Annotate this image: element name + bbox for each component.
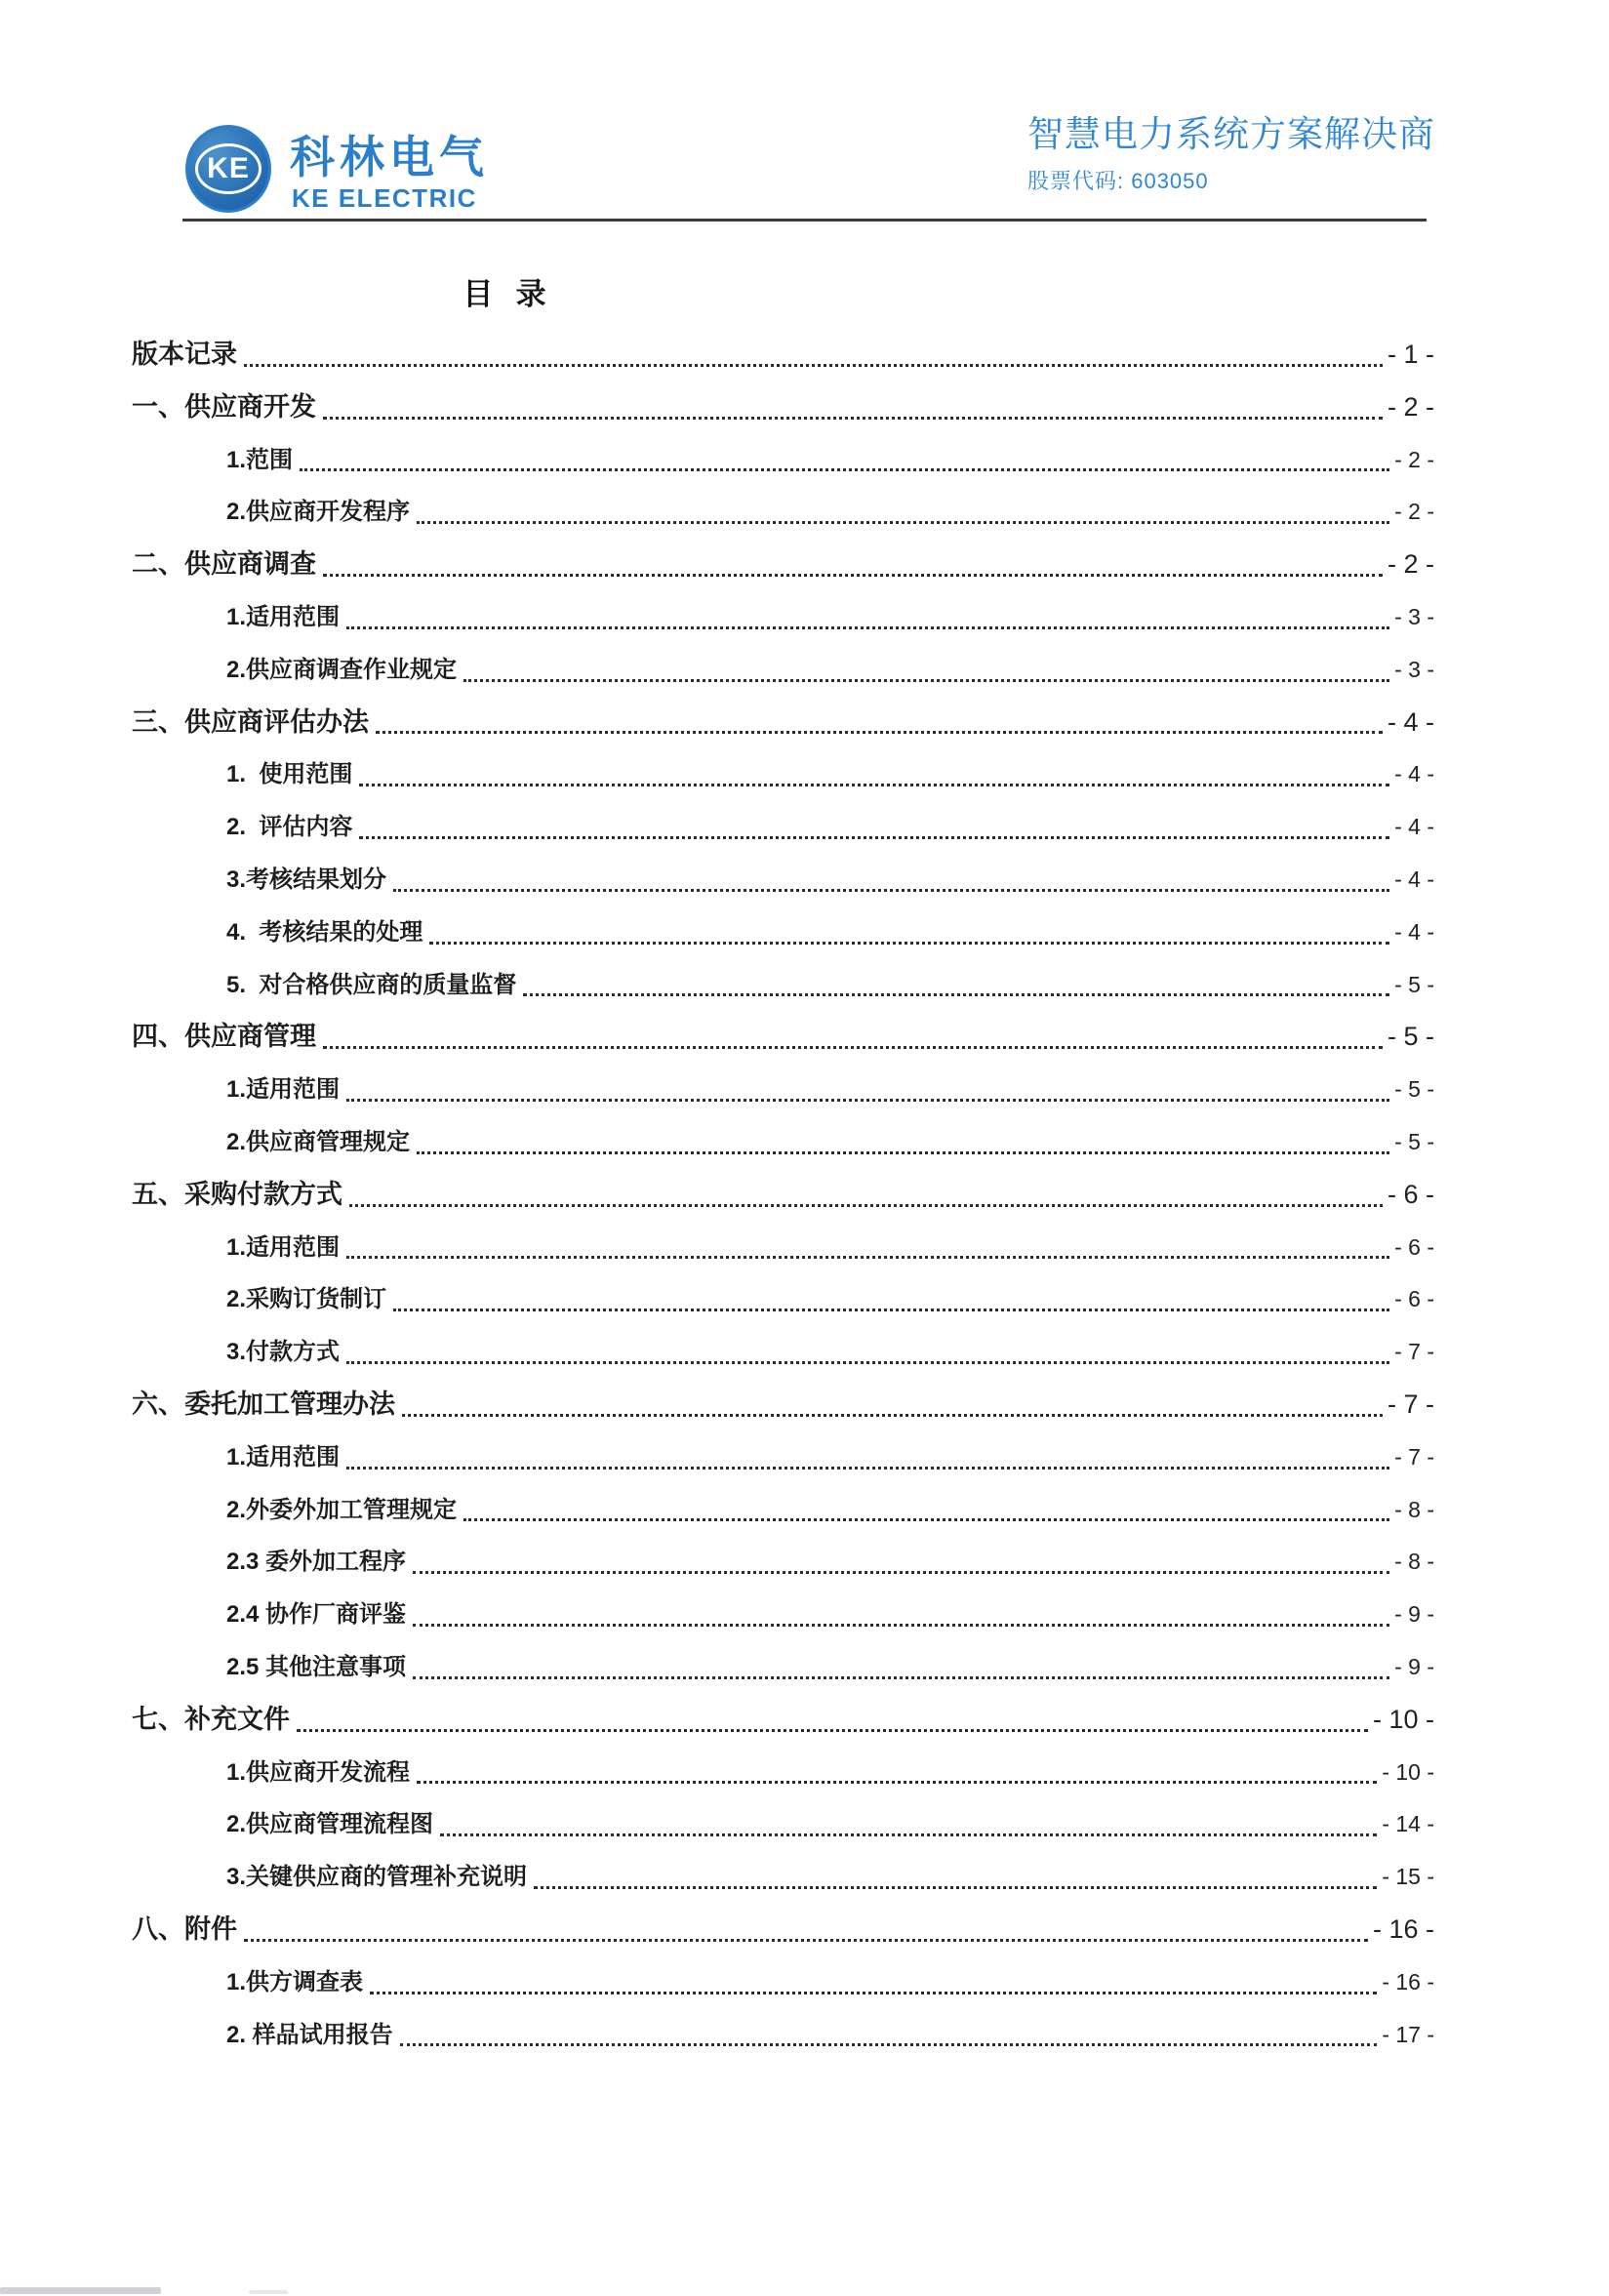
toc-entry-label: 2.5 其他注意事项 (226, 1653, 407, 1680)
toc-entry-label: 2.外委外加工管理规定 (226, 1496, 458, 1523)
toc-page-number: - 7 - (1394, 1443, 1434, 1470)
toc-leader-dots (346, 1099, 1389, 1102)
toc-entry-label: 二、供应商调查 (132, 549, 316, 580)
toc-entry[interactable] (132, 382, 1434, 434)
toc-entry[interactable] (132, 1798, 1434, 1851)
toc-entry-label: 4. 考核结果的处理 (226, 918, 423, 946)
toc-entry-label: 2.供应商开发程序 (226, 499, 411, 526)
scan-artifact (249, 2290, 288, 2294)
toc-page-number: - 6 - (1387, 1179, 1434, 1209)
toc-entry[interactable] (132, 1694, 1434, 1747)
toc-page-number: - 15 - (1382, 1864, 1434, 1890)
toc-leader-dots (463, 679, 1389, 682)
toc-entry[interactable] (132, 854, 1434, 906)
toc-leader-dots (359, 784, 1389, 786)
toc-entry-label: 1. 使用范围 (226, 761, 353, 788)
toc-leader-dots (323, 1046, 1383, 1049)
toc-page-number: - 10 - (1382, 1758, 1434, 1785)
toc-page-number: - 3 - (1394, 603, 1434, 629)
toc-leader-dots (400, 2043, 1378, 2046)
toc-entry-label: 2. 评估内容 (226, 814, 353, 841)
toc-page-number: - 7 - (1394, 1339, 1434, 1365)
toc-leader-dots (463, 1518, 1389, 1521)
toc-leader-dots (370, 1992, 1377, 1994)
toc-entry[interactable] (132, 1169, 1434, 1222)
toc-entry[interactable] (132, 1116, 1434, 1169)
toc-entry[interactable] (132, 1589, 1434, 1641)
toc-leader-dots (346, 1256, 1389, 1259)
ke-logo-icon (185, 125, 271, 213)
toc-page-number: - 7 - (1387, 1389, 1434, 1419)
toc-entry[interactable] (132, 697, 1434, 749)
toc-leader-dots (534, 1886, 1377, 1889)
toc-leader-dots (323, 417, 1383, 420)
toc-entry-label: 2.3 委外加工程序 (226, 1549, 407, 1576)
toc-entry-label: 2. 样品试用报告 (226, 2021, 393, 2048)
toc-page-number: - 5 - (1394, 1128, 1434, 1154)
toc-entry-label: 3.关键供应商的管理补充说明 (226, 1864, 528, 1891)
toc-entry[interactable] (132, 1747, 1434, 1799)
toc-entry-label: 1.适用范围 (226, 1076, 341, 1104)
toc-page-number: - 2 - (1394, 446, 1434, 472)
toc-page-number: - 8 - (1394, 1549, 1434, 1575)
toc-entry-label: 3.考核结果划分 (226, 866, 387, 893)
toc-leader-dots (346, 1361, 1389, 1364)
toc-entry[interactable] (132, 1011, 1434, 1064)
toc-leader-dots (244, 1939, 1368, 1942)
toc-entry-label: 2.4 协作厂商评鉴 (226, 1601, 407, 1629)
toc-entry[interactable] (132, 1536, 1434, 1589)
toc-leader-dots (346, 1467, 1389, 1470)
toc-leader-dots (417, 1151, 1389, 1154)
toc-entry-label: 1.适用范围 (226, 603, 341, 630)
toc-leader-dots (300, 468, 1389, 471)
toc-leader-dots (417, 521, 1389, 524)
toc-leader-dots (297, 1729, 1368, 1732)
toc-entry[interactable] (132, 906, 1434, 959)
toc-entry-label: 3.付款方式 (226, 1339, 341, 1366)
toc-entry[interactable] (132, 434, 1434, 487)
toc-page-number: - 4 - (1394, 814, 1434, 840)
toc-leader-dots (323, 574, 1383, 577)
toc-entry[interactable] (132, 1904, 1434, 1956)
toc-page-number: - 4 - (1387, 706, 1434, 737)
toc-entry-label: 三、供应商评估办法 (132, 706, 369, 737)
company-name-cn: 科林电气 (290, 132, 489, 182)
toc-leader-dots (413, 1624, 1389, 1627)
toc-entry[interactable] (132, 2009, 1434, 2062)
toc-entry-label: 六、委托加工管理办法 (132, 1389, 395, 1419)
toc-page-number: - 5 - (1394, 971, 1434, 997)
toc-entry[interactable] (132, 1326, 1434, 1379)
header-right-block (1027, 115, 1435, 195)
header-divider (182, 219, 1427, 222)
toc-leader-dots (359, 836, 1389, 839)
toc-entry-label: 八、附件 (132, 1913, 237, 1944)
toc-entry[interactable] (132, 1484, 1434, 1537)
toc-entry[interactable] (132, 1431, 1434, 1484)
toc-entry[interactable] (132, 1379, 1434, 1431)
ke-logo-monogram: KE (207, 152, 250, 184)
toc-entry-label: 1.适用范围 (226, 1233, 341, 1261)
toc-entry[interactable] (132, 748, 1434, 801)
toc-page-number: - 16 - (1372, 1913, 1434, 1944)
toc-entry-label: 版本记录 (132, 340, 237, 369)
toc-leader-dots (417, 1781, 1377, 1784)
toc-page-number: - 4 - (1394, 866, 1434, 892)
toc-entry-label: 2.采购订货制订 (226, 1286, 387, 1313)
toc-entry-label: 2.供应商管理规定 (226, 1128, 411, 1155)
toc-leader-dots (393, 1309, 1389, 1311)
toc-leader-dots (413, 1571, 1389, 1574)
scan-artifact (0, 2287, 161, 2294)
toc-entry[interactable] (132, 539, 1434, 591)
toc-entry-label: 七、补充文件 (132, 1704, 290, 1734)
toc-page-number: - 3 - (1394, 656, 1434, 682)
toc-entry-label: 1.供应商开发流程 (226, 1758, 411, 1786)
toc-entry[interactable] (132, 644, 1434, 697)
toc-page-number: - 10 - (1372, 1704, 1434, 1734)
toc-entry-label: 四、供应商管理 (132, 1022, 316, 1052)
toc-entry-label: 1.范围 (226, 446, 294, 473)
toc-entry[interactable] (132, 801, 1434, 854)
toc-leader-dots (402, 1414, 1383, 1417)
toc-entry[interactable] (132, 591, 1434, 644)
toc-entry-label: 2.供应商管理流程图 (226, 1811, 434, 1838)
toc-leader-dots (440, 1833, 1377, 1836)
toc-leader-dots (346, 626, 1389, 629)
toc-leader-dots (393, 889, 1389, 892)
toc-page-number: - 16 - (1382, 1968, 1434, 1994)
toc-leader-dots (413, 1676, 1389, 1679)
toc-page-number: - 1 - (1387, 340, 1434, 369)
toc-entry-label: 一、供应商开发 (132, 391, 316, 422)
toc-entry-label: 1.适用范围 (226, 1443, 341, 1470)
toc-leader-dots (376, 731, 1383, 734)
toc-page-number: - 5 - (1394, 1076, 1434, 1103)
toc-entry[interactable] (132, 1641, 1434, 1694)
toc-entry-label: 5. 对合格供应商的质量监督 (226, 971, 517, 998)
toc-page-number: - 14 - (1382, 1811, 1434, 1837)
toc-page-number: - 2 - (1387, 391, 1434, 422)
toc-entry[interactable] (132, 1222, 1434, 1274)
toc-page-number: - 2 - (1387, 549, 1434, 580)
toc-entry-label: 1.供方调查表 (226, 1968, 364, 1995)
toc-leader-dots (244, 364, 1383, 367)
toc-entry-label: 五、采购付款方式 (132, 1179, 342, 1209)
toc-entry[interactable] (132, 1064, 1434, 1116)
company-name-en: KE ELECTRIC (292, 183, 477, 213)
toc-page-number: - 4 - (1394, 918, 1434, 945)
toc-title: 目 录 (463, 277, 548, 311)
toc-page-number: - 5 - (1387, 1022, 1434, 1052)
toc-page-number: - 9 - (1394, 1601, 1434, 1628)
toc-entry[interactable] (132, 959, 1434, 1012)
toc-entry[interactable] (132, 486, 1434, 539)
toc-entry[interactable] (132, 1956, 1434, 2009)
toc-leader-dots (349, 1204, 1383, 1207)
toc-entry[interactable] (132, 1851, 1434, 1904)
toc-page-number: - 6 - (1394, 1286, 1434, 1312)
toc-page-number: - 2 - (1394, 499, 1434, 525)
toc-page-number: - 4 - (1394, 761, 1434, 787)
stock-code: 股票代码: 603050 (1027, 168, 1209, 193)
toc-page-number: - 8 - (1394, 1496, 1434, 1522)
toc-entry[interactable] (132, 329, 1434, 382)
toc-leader-dots (429, 942, 1389, 945)
toc-leader-dots (523, 993, 1389, 996)
toc-page-number: - 9 - (1394, 1653, 1434, 1679)
toc-entry[interactable] (132, 1273, 1434, 1326)
toc-list (132, 329, 1434, 2061)
toc-page-number: - 6 - (1394, 1233, 1434, 1260)
toc-entry-label: 2.供应商调查作业规定 (226, 656, 458, 683)
toc-page-number: - 17 - (1382, 2021, 1434, 2047)
company-tagline: 智慧电力系统方案解决商 (1027, 114, 1435, 154)
